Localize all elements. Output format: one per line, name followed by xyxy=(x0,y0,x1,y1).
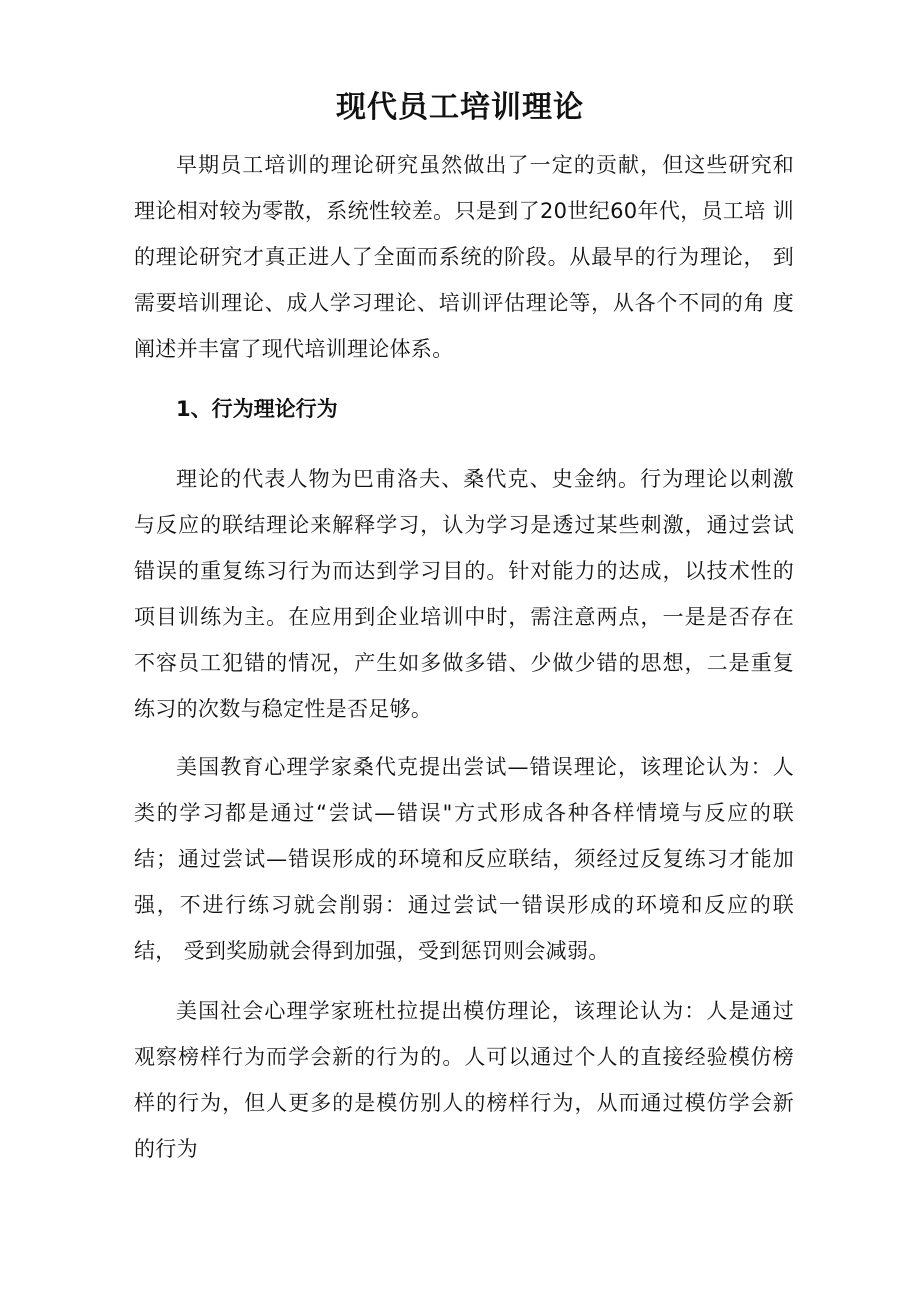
document-title: 现代员工培训理论 xyxy=(336,90,584,125)
section-heading: 1、行为理论行为 xyxy=(176,397,338,421)
trial-error-paragraph: 美国教育心理学家桑代克提出尝试—错误理论，该理论认为：人 类的学习都是通过“尝试—错误"方式形成各种各样情境与反应的联 结；通过尝试—错误形成的环境和反应联结，须经过反复练习才能加 强，不进行练习就会削弱：通过尝试一错误形成的环境和反应的联结， 受到奖励就会得到加强，受到惩罚则会减弱。 xyxy=(134,755,794,963)
behavior-theory-paragraph: 理论的代表人物为巴甫洛夫、桑代克、史金纳。行为理论以刺激 与反应的联结理论来解释学习，认为学习是透过某些刺激，通过尝试 错误的重复练习行为而达到学习目的。针对能力的达成，以技术性的 项目训练为主。在应用到企业培训中时，需注意两点，一是是否存在 不容员工犯错的情况，产生如多做多错、少做少错的思想，二是重复 练习的次数与稳定性是否足够。 xyxy=(134,467,794,721)
intro-paragraph: 早期员工培训的理论研究虽然做出了一定的贡献，但这些研究和 理论相对较为零散，系统性较差。只是到了20世纪60年代，员工培 训的理论研究才真正进人了全面而系统的阶段。从最早的行为理论， 到需要培训理论、成人学习理论、培训评估理论等，从各个不同的角 度阐述并丰富了现代培训理论体系。 xyxy=(134,153,795,361)
imitation-theory-paragraph: 美国社会心理学家班杜拉提出模仿理论，该理论认为：人是通过 观察榜样行为而学会新的行为的。人可以通过个人的直接经验模仿榜 样的行为，但人更多的是模仿别人的榜样行为，从而通过模仿学会新 的行为 xyxy=(134,999,794,1161)
